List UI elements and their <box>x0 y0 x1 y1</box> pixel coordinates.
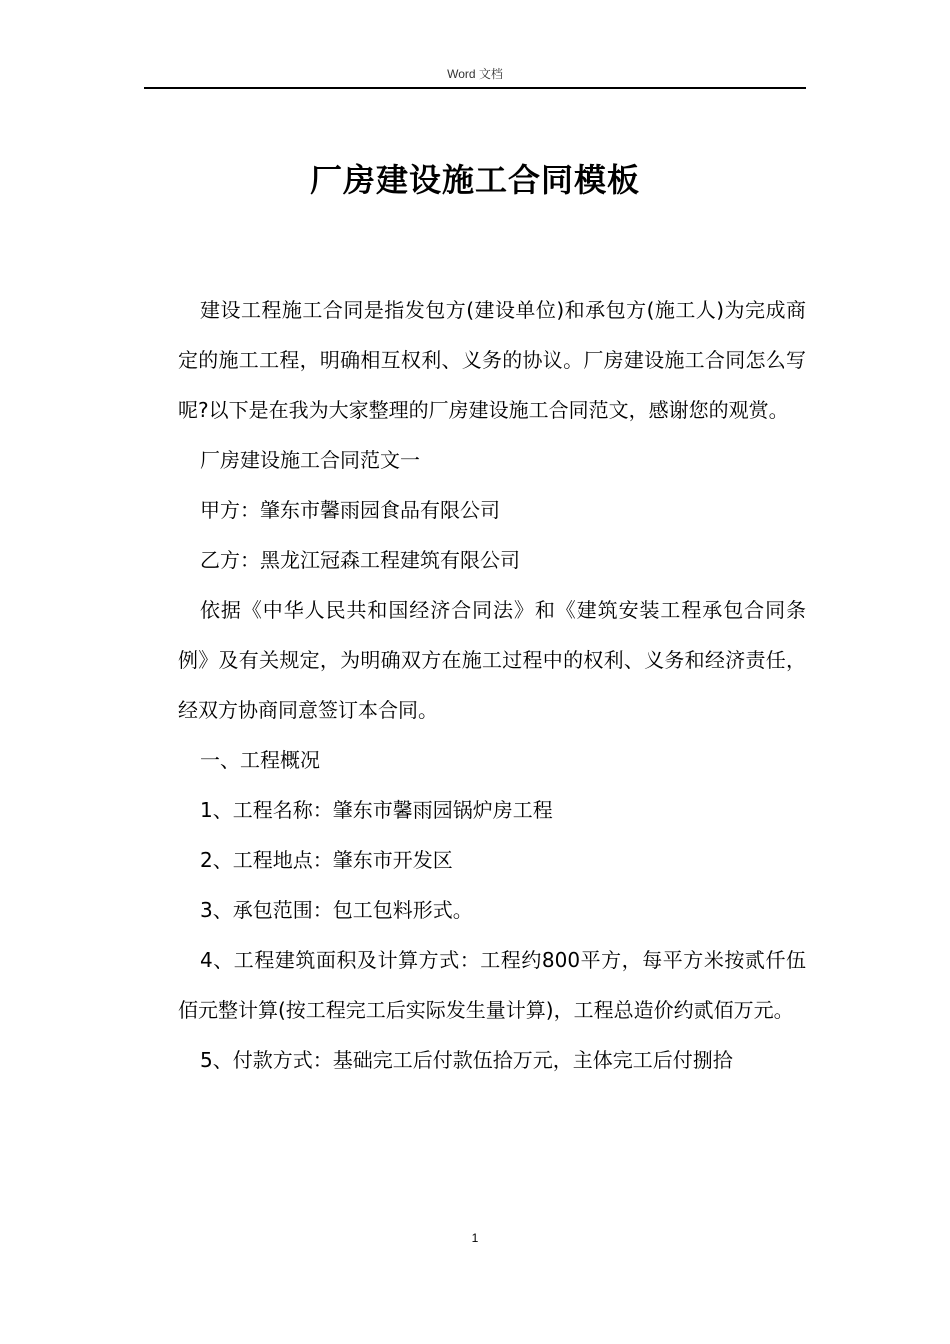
document-body <box>178 285 806 1085</box>
section-heading-sample-one: 厂房建设施工合同范文一 <box>200 448 420 472</box>
page-header-label: Word 文档 <box>447 67 503 81</box>
clause-contract-scope: 3、承包范围：包工包料形式。 <box>200 898 473 922</box>
clause-project-location: 2、工程地点：肇东市开发区 <box>200 848 453 872</box>
document-title: 厂房建设施工合同模板 <box>309 161 640 199</box>
intro-paragraph: 建设工程施工合同是指发包方(建设单位)和承包方(施工人)为完成商定的施工工程，明确相互权利、义务的协议。厂房建设施工合同怎么写呢?以下是在我为大家整理的厂房建设施工合同范文，感谢您的观赏。 <box>178 298 806 422</box>
section-heading-project-overview: 一、工程概况 <box>200 748 320 772</box>
clause-payment-terms: 5、付款方式：基础完工后付款伍拾万元，主体完工后付捌拾 <box>200 1048 733 1072</box>
page-number: 1 <box>471 1231 479 1245</box>
clause-project-name: 1、工程名称：肇东市馨雨园锅炉房工程 <box>200 798 553 822</box>
party-a-line: 甲方：肇东市馨雨园食品有限公司 <box>200 498 500 522</box>
clause-area-and-pricing: 4、工程建筑面积及计算方式：工程约800平方，每平方米按贰仟伍佰元整计算(按工程完工后实际发生量计算)，工程总造价约贰佰万元。 <box>178 948 806 1022</box>
legal-basis-paragraph: 依据《中华人民共和国经济合同法》和《建筑安装工程承包合同条例》及有关规定，为明确双方在施工过程中的权利、义务和经济责任，经双方协商同意签订本合同。 <box>178 598 806 722</box>
party-b-line: 乙方：黑龙江冠森工程建筑有限公司 <box>200 548 520 572</box>
header-divider <box>144 87 806 89</box>
